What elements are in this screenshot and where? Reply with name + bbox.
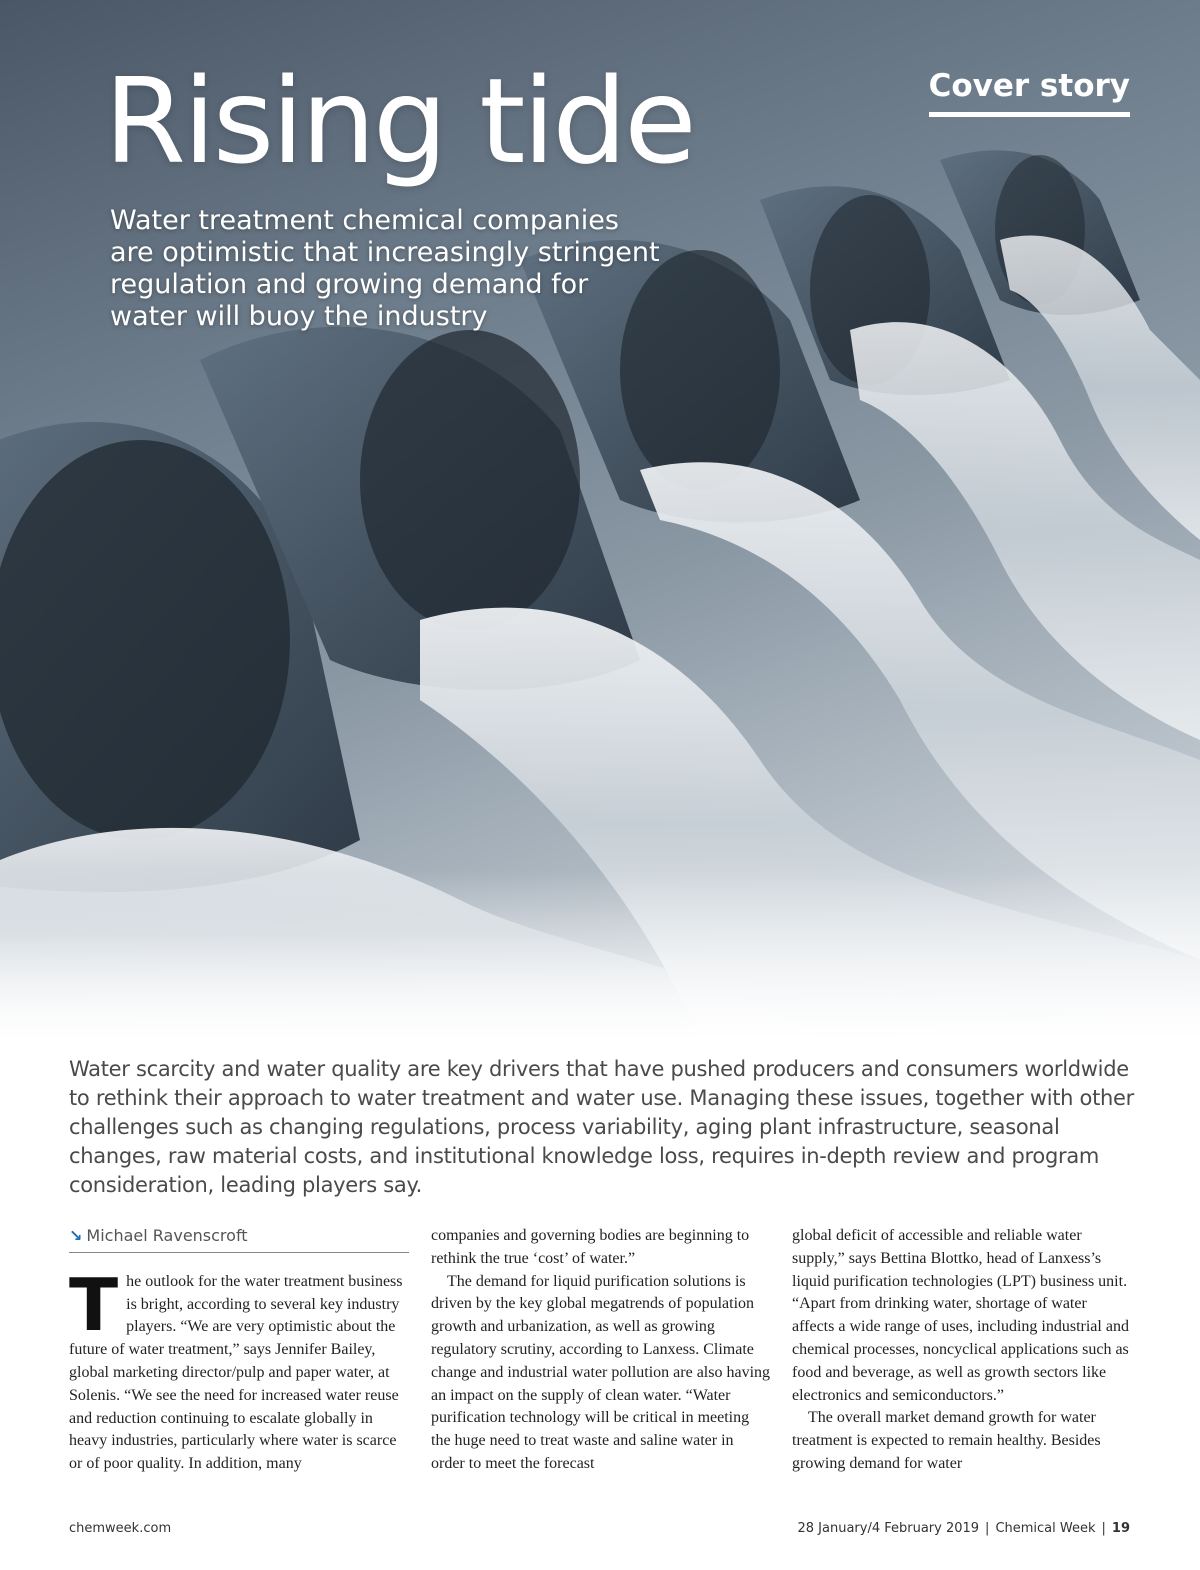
pipe-opening — [0, 440, 290, 840]
subheadline: Water treatment chemical companies are optimistic that increasingly stringent regulation and growing demand for water will buoy the industry — [110, 205, 660, 332]
headline: Rising tide — [104, 52, 694, 190]
article-column-3 — [792, 1225, 1132, 1476]
standfirst: Water scarcity and water quality are key drivers that have pushed producers and consumers worldwide to rethink their approach to water treatment and water use. Managing these issues, together with other challenges such as changing regulations, process variability, aging plant infrastructure, seasonal changes, raw material costs, and institutional knowledge loss, requires in-depth review and program consideration, leading players say. — [69, 1057, 1134, 1197]
arrow-icon: ↘ — [69, 1226, 83, 1245]
publication-name: Chemical Week — [995, 1521, 1096, 1536]
footer-separator: | — [1101, 1521, 1106, 1536]
body-paragraph — [69, 1262, 409, 1476]
body-paragraph: global deficit of accessible and reliable water supply,” says Bettina Blottko, head of Lanxess’s liquid purification technologies (LPT) business unit. “Apart from drinking water, shortage of water affects a wide range of uses, including industrial and chemical processes, noncyclical applications such as food and beverage, as well as growth sectors like electronics and semiconductors.” — [792, 1227, 1129, 1404]
drop-cap: T — [69, 1262, 119, 1347]
body-text: he outlook for the water treatment business is bright, according to several key industry players. “We are very optimistic about the future of water treatment,” says Jennifer Bailey, global marketing director/pulp and paper water, at Solenis. “We see the need for increased water reuse and reduction continuing to escalate globally in heavy industries, particularly where water is scarce or of poor quality. In addition, many — [69, 1272, 403, 1473]
byline — [69, 1225, 409, 1253]
article-column-1 — [69, 1225, 409, 1476]
body-paragraph: The demand for liquid purification solutions is driven by the key global megatrends of population growth and urbanization, as well as growing regulatory scrutiny, according to Lanxess. Climate change and industrial water pollution are also having an impact on the supply of clean water. “Water purification technology will be critical in meeting the huge need to treat waste and saline water in order to meet the forecast — [431, 1272, 771, 1472]
footer-info — [797, 1521, 1130, 1536]
footer-website: chemweek.com — [69, 1521, 172, 1536]
footer-separator: | — [985, 1521, 990, 1536]
article-column-2 — [431, 1225, 771, 1476]
issue-date: 28 January/4 February 2019 — [797, 1521, 980, 1536]
section-label: Cover story — [929, 68, 1130, 117]
author-name: Michael Ravenscroft — [86, 1226, 248, 1245]
page-number: 19 — [1111, 1521, 1130, 1536]
pipe-opening — [360, 330, 580, 630]
body-paragraph: companies and governing bodies are beginning to rethink the true ‘cost’ of water.” — [431, 1227, 750, 1267]
hero-fade — [0, 870, 1200, 1040]
body-paragraph: The overall market demand growth for water treatment is expected to remain healthy. Besides growing demand for water — [792, 1409, 1101, 1472]
